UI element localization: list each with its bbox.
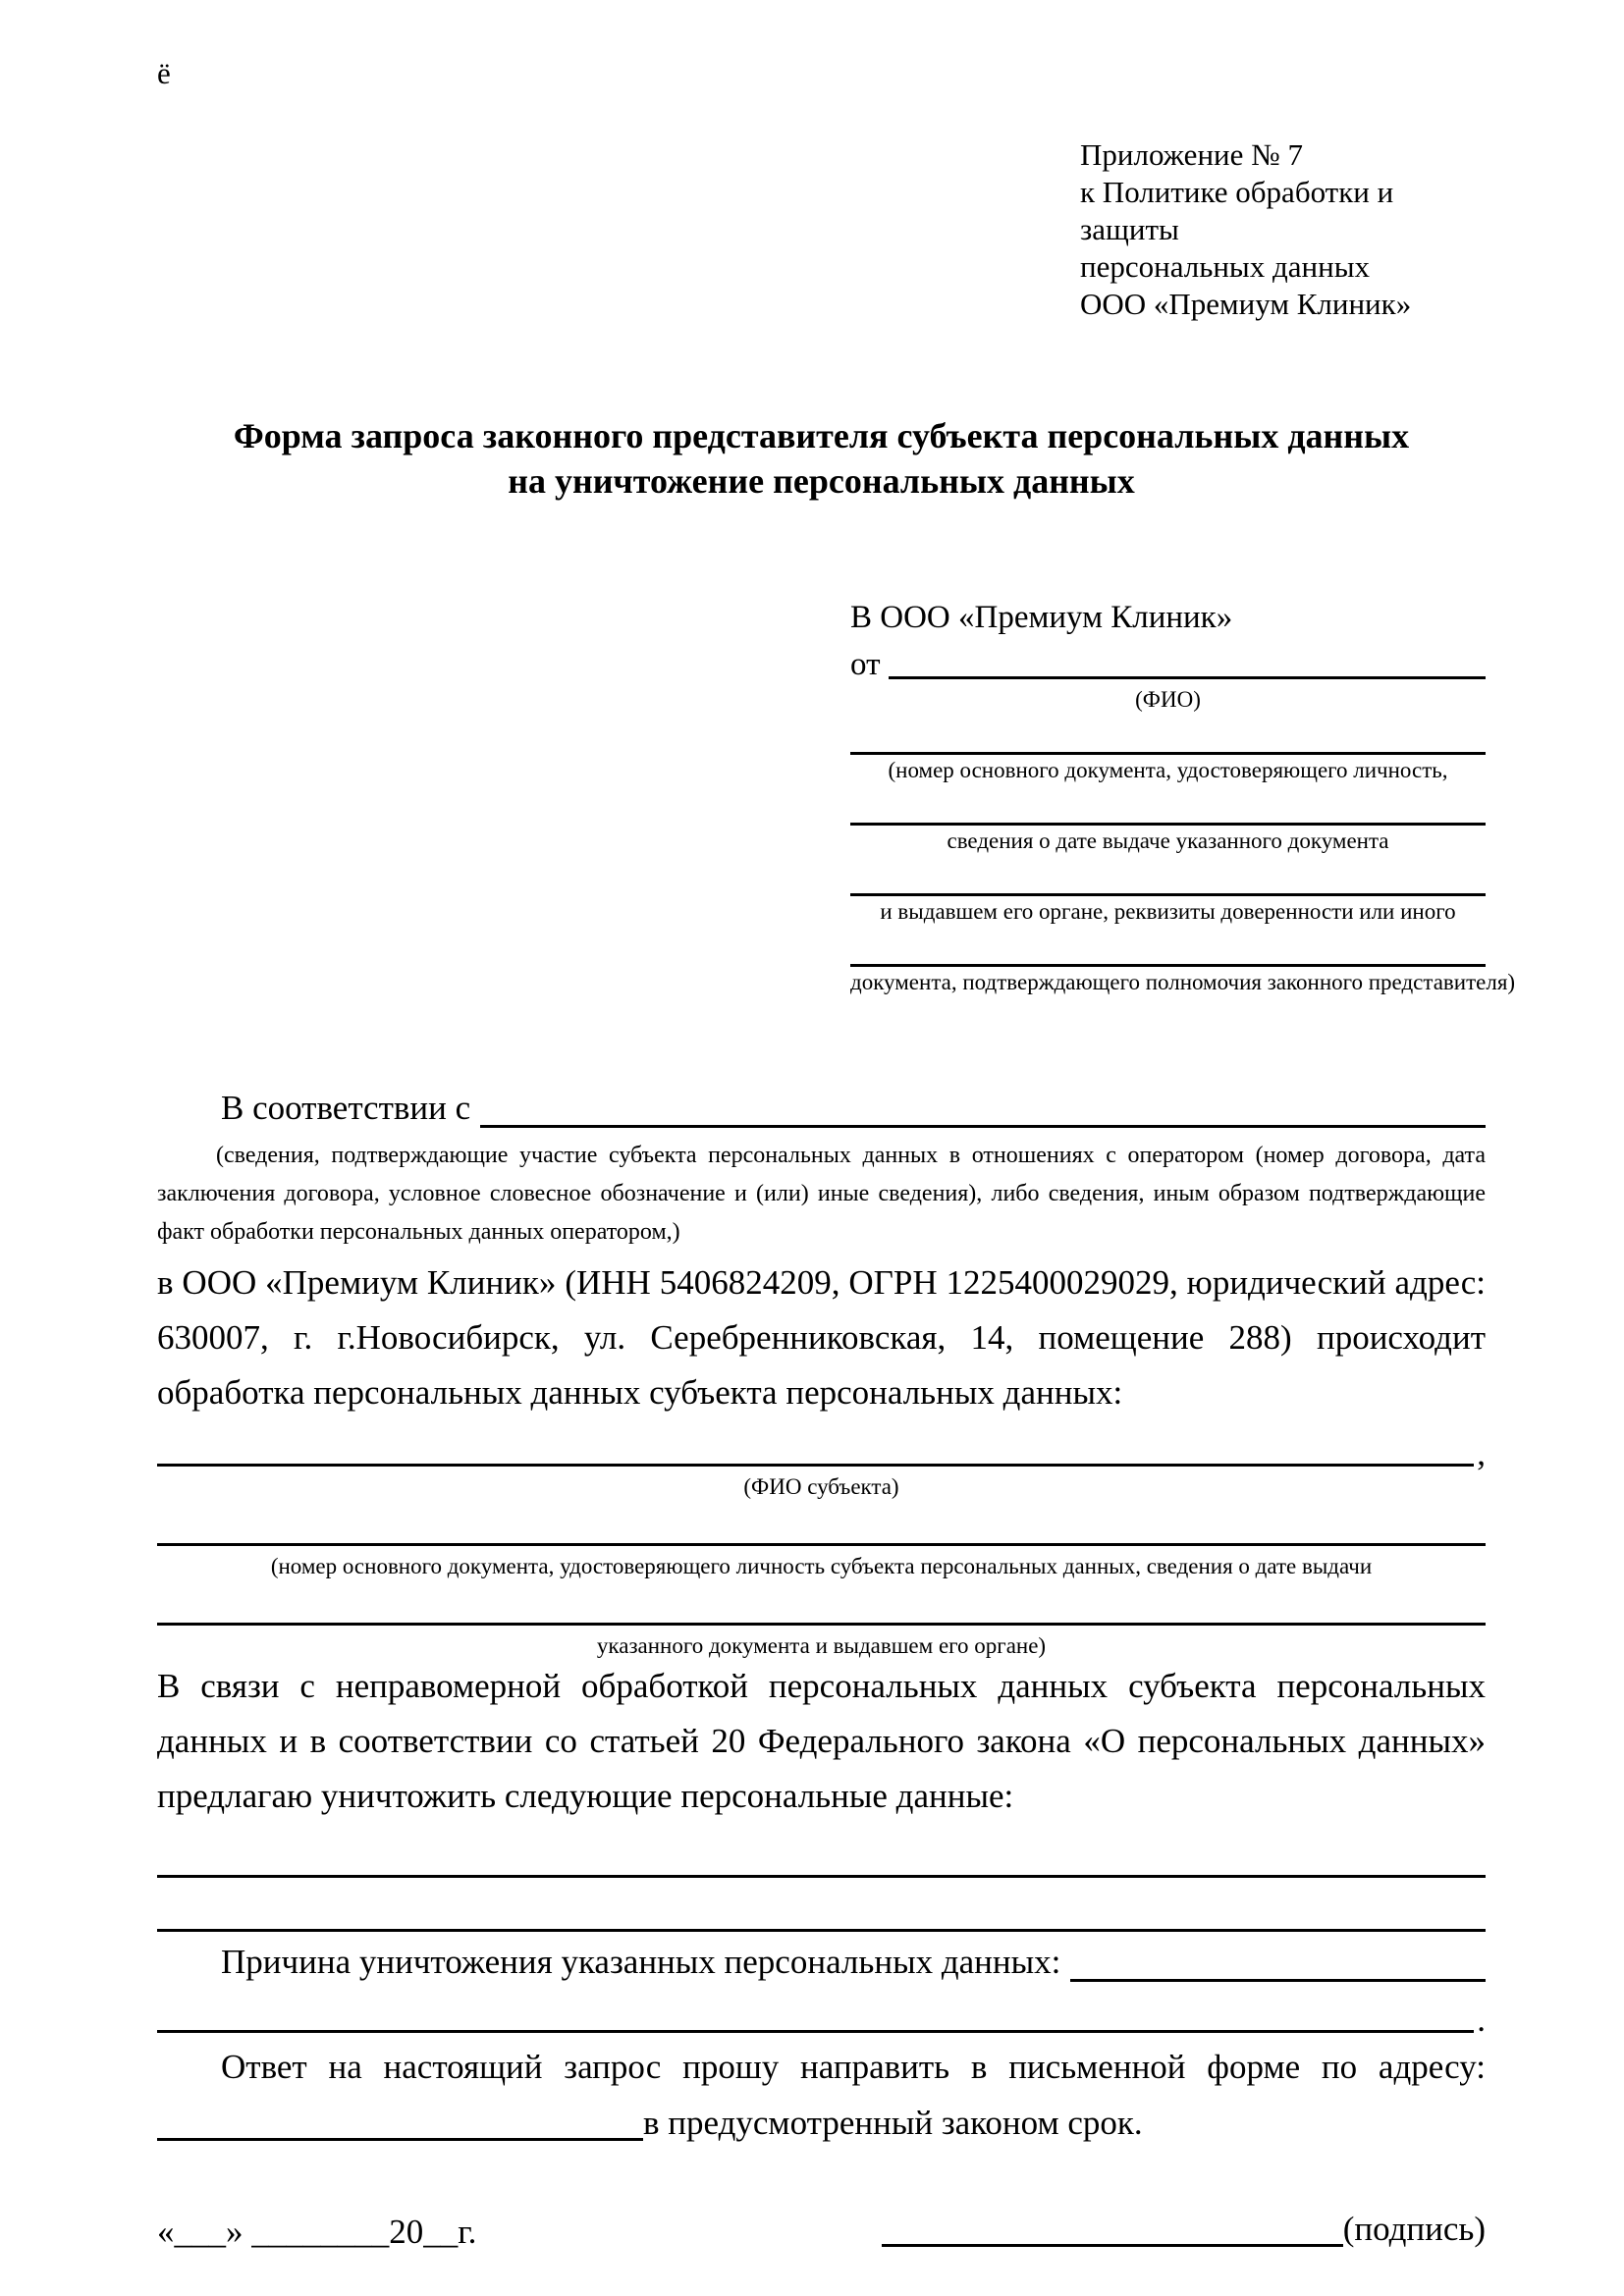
body-block <box>157 1078 1486 2252</box>
appendix-line-4: ООО «Премиум Клиник» <box>1080 287 1412 321</box>
reason-row <box>157 1932 1486 1987</box>
destroy-data-line-2 <box>157 1878 1486 1932</box>
subject-fio-line <box>157 1464 1474 1467</box>
id-doc-line-3 <box>850 854 1486 896</box>
recipient-from-row <box>850 639 1486 684</box>
appendix-line-1: Приложение № 7 <box>1080 137 1303 172</box>
id-doc-field-3 <box>850 854 1486 925</box>
response-address-line <box>157 2138 643 2141</box>
id-doc-caption-1: (номер основного документа, удостоверяющего личность, <box>888 758 1448 782</box>
reason-fill-line <box>1070 1979 1486 1982</box>
form-title <box>157 413 1486 504</box>
recipient-block <box>850 596 1516 995</box>
date-line: «___» ________20__г. <box>157 2213 477 2251</box>
signature-block <box>882 2207 1486 2252</box>
accordance-fill-line <box>480 1125 1486 1128</box>
id-doc-line-2 <box>850 783 1486 826</box>
subject-doc-line-2 <box>157 1623 1486 1626</box>
id-doc-caption-2: сведения о дате выдаче указанного документа <box>947 828 1389 853</box>
appendix-line-3: персональных данных <box>1080 249 1371 284</box>
appendix-line-2: к Политике обработки и защиты <box>1080 175 1394 246</box>
id-doc-line-4 <box>850 925 1486 967</box>
stray-char: ё <box>157 56 171 90</box>
id-doc-caption-4: документа, подтверждающего полномочия законного представителя) <box>850 970 1516 994</box>
operator-paragraph: в ООО «Премиум Клиник» (ИНН 5406824209, ОГРН 1225400029029, юридический адрес: 630007, г. г.Новосибирск, ул. Серебренниковская, 14, помещение 288) происходит обработка персональных данных субъекта персональных данных: <box>157 1263 1486 1412</box>
accordance-prefix: В соответствии с <box>221 1089 471 1127</box>
form-title-line-1: Форма запроса законного представителя субъекта персональных данных <box>233 416 1410 455</box>
recipient-from-label: от <box>850 647 881 682</box>
reason-continuation-row <box>157 1987 1486 2038</box>
form-title-line-2: на уничтожение персональных данных <box>508 461 1135 501</box>
response-suffix: в предусмотренный законом срок. <box>643 2104 1143 2142</box>
reason-continuation-line <box>157 2030 1474 2033</box>
footer-row <box>157 2207 1486 2252</box>
id-doc-field-4 <box>850 925 1516 995</box>
reason-period: . <box>1477 2001 1486 2039</box>
subject-fio-caption: (ФИО субъекта) <box>743 1474 899 1499</box>
destroy-data-line-1 <box>157 1824 1486 1878</box>
reason-label: Причина уничтожения указанных персональных данных: <box>221 1943 1061 1981</box>
subject-fio-comma: , <box>1477 1434 1486 1472</box>
subject-doc-caption-2: указанного документа и выдавшем его органе) <box>596 1633 1047 1658</box>
unlawful-paragraph: В связи с неправомерной обработкой персональных данных субъекта персональных данных и в соответствии со статьей 20 Федерального закона «О персональных данных» предлагаю уничтожить следующие персональные данные: <box>157 1667 1486 1815</box>
accordance-note: (сведения, подтверждающие участие субъекта персональных данных в отношениях с оператором (номер договора, дата заключения договора, условное словесное обозначение и (или) иные сведения), либо сведения, иным образом подтверждающие факт обработки персональных данных оператором,) <box>157 1143 1486 1245</box>
signature-line <box>882 2244 1343 2247</box>
id-doc-field-1 <box>850 713 1486 783</box>
recipient-to: В ООО «Премиум Клиник» <box>850 600 1233 635</box>
id-doc-field-2 <box>850 783 1486 854</box>
response-address-row <box>157 2095 1486 2146</box>
from-fill-line <box>889 676 1487 679</box>
accordance-row <box>157 1078 1486 1133</box>
fio-caption: (ФИО) <box>1135 687 1201 712</box>
subject-doc-row-1 <box>157 1514 1486 1551</box>
appendix-block <box>1080 136 1486 323</box>
subject-doc-caption-1: (номер основного документа, удостоверяющего личность субъекта персональных данных, сведения о дате выдачи <box>270 1554 1373 1578</box>
signature-caption: (подпись) <box>1342 2210 1486 2248</box>
subject-doc-line-1 <box>157 1543 1486 1546</box>
id-doc-caption-3: и выдавшем его органе, реквизиты доверенности или иного <box>880 899 1456 924</box>
subject-doc-row-2 <box>157 1593 1486 1630</box>
id-doc-line-1 <box>850 713 1486 755</box>
response-paragraph: Ответ на настоящий запрос прошу направить в письменной форме по адресу: <box>221 2048 1486 2086</box>
subject-fio-row <box>157 1434 1486 1471</box>
